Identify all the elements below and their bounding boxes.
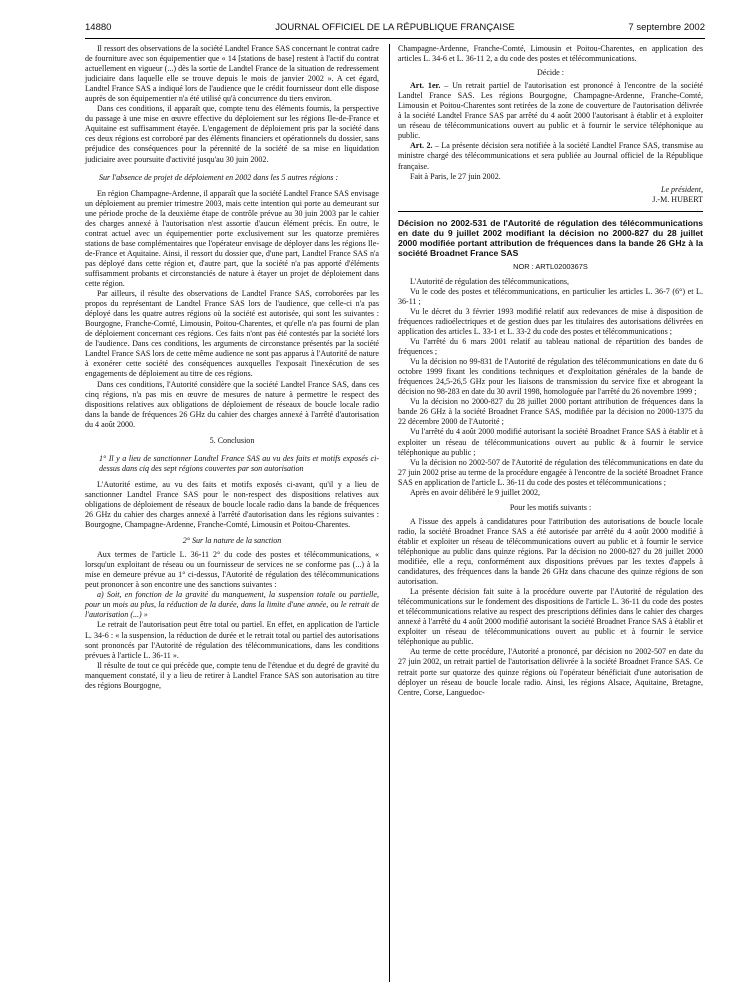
paragraph: La présente décision fait suite à la procédure ouverte par l'Autorité de régulation des télécommunications sur le fondement des dispositions de l'article L. 36-11 du code des postes et télécommunications relative au respect des prescriptions définies dans le cahier des charges annexé à l'arrêté du 4 août 2000 modifié autorisant la société Broadnet France SAS à établir et exploiter un réseau de télécommunications ouvert au public et à fournir le service téléphonique au public. — [398, 587, 703, 647]
paragraph: Il ressort des observations de la société Landtel France SAS concernant le contrat cadre de fourniture avec son équipementier que « 14 [stations de base] restent à l'actif du contrat actuellement en vigueur (...) dès la sortie de Landtel France de la situation de redressement judiciaire dans laquelle elle se trouve depuis le mois de janvier 2002 ». A cet égard, Landtel France SAS a indiqué lors de l'audience que le crédit fournisseur dont elle dispose auprès de son équipementier n'a été utilisé qu'à concurrence du tiers environ. — [85, 44, 379, 104]
paragraph: Par ailleurs, il résulte des observations de Landtel France SAS, corroborées par les propos du représentant de Landtel France SAS lors de l'audience, que celle-ci n'a pas déployé dans les quatre autres régions où la société est autorisée, qui sont les suivantes : Bourgogne, Franche-Comté, Limousin, Poitou-Charentes, et qu'elle n'a pas fourni de plan de déploiement concernant ces régions. Ces faits n'ont pas été contestés par la société lors de l'audience. Dans ces conditions, les arguments de circonstance présentés par la société Landtel France SAS lors de cette même audience ne sont pas apparus à l'Autorité de nature à exonérer cette société des conséquences auxquelles l'exposait l'inexécution de ses engagements de déploiement au titre de ces régions. — [85, 289, 379, 379]
article-2 — [398, 141, 703, 171]
column-divider — [389, 44, 390, 982]
issue-date: 7 septembre 2002 — [628, 22, 705, 33]
paragraph: Il résulte de tout ce qui précède que, compte tenu de l'étendue et du degré de gravité du manquement constaté, il y a lieu de retirer à Landtel France SAS son autorisation au titre des régions Bourgogne, — [85, 660, 379, 690]
nor-reference: NOR : ARTL0200367S — [513, 261, 588, 271]
paragraph: Champagne-Ardenne, Franche-Comté, Limousin et Poitou-Charentes, en application des articles L. 34-6 et L. 36-11 2, a du code des postes et télécommunications. — [398, 44, 703, 64]
section-separator — [398, 211, 703, 212]
header-rule — [85, 38, 705, 39]
paragraph: L'Autorité estime, au vu des faits et motifs exposés ci-avant, qu'il y a lieu de sanctionner Landtel France SAS pour le non-respect des dispositions relatives aux obligations de déploiement de réseaux de boucle locale radio dans la bande de fréquences 26 GHz du cahier des charges annexé à l'arrêté d'autorisation dans les régions suivantes : Bourgogne, Champagne-Ardenne, Franche-Comté, Limousin et Poitou-Charentes. — [85, 479, 379, 530]
journal-title: JOURNAL OFFICIEL DE LA RÉPUBLIQUE FRANÇAISE — [275, 22, 515, 33]
page-number: 14880 — [85, 22, 112, 33]
paragraph: En région Champagne-Ardenne, il apparaît que la société Landtel France SAS envisage un déploiement au premier trimestre 2003, mais cette intention qui porte au demeurant sur une période proche de la deuxième étape de contrôle prévue au 30 juin 2003 par le cahier des charges annexé à l'autorisation n'est assortie d'aucun élément précis. En outre, le contrat actuel avec un équipementier porte exclusivement sur les quatorze premières stations de base complémentaires que l'opérateur envisage de déployer dans les régions Ile-de-France et Aquitaine. Ainsi, il ressort du dossier que, d'une part, Landtel France SAS n'a pas déployé dans cette région et, d'autre part, que la société n'a pas apporté d'éléments suffisamment probants et circonstanciés de nature à étayer un projet de déploiement dans cette région. — [85, 188, 379, 289]
paragraph: Après en avoir délibéré le 9 juillet 2002, — [410, 487, 541, 497]
paragraph: a) Soit, en fonction de la gravité du manquement, la suspension totale ou partielle, pour un mois au plus, la réduction de la durée, dans la limite d'une année, ou le retrait de l'autorisation (...) » — [85, 590, 379, 620]
paragraph: Au terme de cette procédure, l'Autorité a prononcé, par décision no 2002-507 en date du 27 juin 2002, un retrait partiel de l'autorisation délivrée à la société Broadnet France SAS. Ce retrait porte sur quatorze des quinze régions où l'opérateur bénéficiait d'une autorisation de déployer un réseau de boucle locale radio. Ainsi, les régions Alsace, Aquitaine, Bretagne, Centre, Corse, Languedoc- — [398, 647, 703, 697]
conclusion-heading: 5. Conclusion — [209, 435, 255, 445]
paragraph: Le retrait de l'autorisation peut être total ou partiel. En effet, en application de l'article L. 34-6 : « la suspension, la réduction de durée et le retrait total ou partiel des autorisations sont prononcés par l'Autorité de régulation des télécommunications, dans les conditions prévues à l'article L. 36-11 ». — [85, 620, 379, 660]
motifs-heading: Pour les motifs suivants : — [509, 502, 592, 512]
decide-heading: Décide : — [536, 68, 565, 78]
article-label: Art. 2. — [410, 141, 433, 151]
paragraph: L'Autorité de régulation des télécommunications, — [410, 276, 569, 286]
paragraph: A l'issue des appels à candidatures pour l'attribution des autorisations de boucle locale radio, la société Broadnet France SAS a été autorisée par arrêté du 4 août 2000 modifié à établir et exploiter un réseau de télécommunications ouvert au public et à fournir le service téléphonique au public dans quinze régions. Par la décision no 2000-827 du 28 juillet 2000 modifiée, elle a reçu, conformément aux dispositions prévues par les textes d'appels à candidatures, des fréquences dans la bande 26 GHz dans chacune des quinze régions de son autorisation. — [398, 516, 703, 587]
article-text: – Un retrait partiel de l'autorisation est prononcé à l'encontre de la société Landtel France SAS. Les régions Bourgogne, Champagne-Ardenne, Franche-Comté, Limousin et Poitou-Charentes sont retirées de la zone de couverture de l'autorisation délivrée à la société Landtel France SAS par arrêté du 4 août 2000 l'autorisant à établir et à exploiter un réseau de télécommunications ouvert au public et à fournir le service téléphonique au public. — [398, 81, 703, 141]
left-column — [85, 44, 379, 691]
paragraph: Vu l'arrêté du 4 août 2000 modifié autorisant la société Broadnet France SAS à établir et à exploiter un réseau de télécommunications ouvert au public & à fournir le service téléphonique au public ; — [398, 427, 703, 457]
section-heading: 1° Il y a lieu de sanctionner Landtel France SAS au vu des faits et motifs exposés ci-dessus dans ciq des sept régions couvertes par son autorisation — [99, 453, 379, 473]
page-header — [85, 22, 705, 36]
paragraph: Vu la décision no 99-831 de l'Autorité de régulation des télécommunications en date du 6 octobre 1999 fixant les conditions techniques et d'exploitation générales de la bande de fréquences 24,5-26,5 GHz pour les liaisons de transmission du service fixe et abrogeant la décision no 98-283 en date du 30 avril 1998, homologuée par l'arrêté du 26 novembre 1999 ; — [398, 357, 703, 397]
signer-role: Le président, — [660, 184, 703, 194]
paragraph: Vu l'arrêté du 6 mars 2001 relatif au tableau national de répartition des bandes de fréquences ; — [398, 337, 703, 357]
signer-name: J.-M. HUBERT — [652, 194, 703, 204]
article-text: – La présente décision sera notifiée à la société Landtel France SAS, transmise au ministre chargé des télécommunications et sera publiée au Journal officiel de la République française. — [398, 141, 703, 171]
article-1 — [398, 81, 703, 141]
paragraph: Dans ces conditions, il apparaît que, compte tenu des éléments fournis, la perspective du passage à une mise en œuvre effective du déploiement sur les régions Ile-de-France et Aquitaine est suffisamment étayée. L'engagement de déploiement pris par la société dans ces deux régions est corroboré par des éléments financiers et opérationnels du dossier, sans préjudice des conséquences pour la pérennité de la société de sa mise en liquidation judiciaire avec poursuite d'activité jusqu'au 30 juin 2002. — [85, 104, 379, 164]
decision-title: Décision no 2002-531 de l'Autorité de régulation des télécommunications en date du 9 juillet 2002 modifiant la décision no 2000-827 du 28 juillet 2000 modifiée portant attribution de fréquences dans la bande 26 GHz à la société Broadnet France SAS — [398, 217, 703, 258]
article-label: Art. 1er. — [410, 81, 441, 91]
section-heading: Sur l'absence de projet de déploiement en 2002 dans les 5 autres régions : — [99, 172, 339, 182]
section-heading: 2° Sur la nature de la sanction — [182, 536, 282, 546]
paragraph: Vu la décision no 2002-507 de l'Autorité de régulation des télécommunications en date du 27 juin 2002 prise au terme de la procédure engagée à l'encontre de la société Broadnet France SAS en application de l'article L. 36-11 du code des postes et télécommunications ; — [398, 457, 703, 487]
right-column — [398, 44, 703, 698]
paragraph: Dans ces conditions, l'Autorité considère que la société Landtel France SAS, dans ces cinq régions, n'a pas mis en œuvre de mesures de nature à permettre le respect des dispositions relatives aux obligations de déploiement de réseaux de boucle locale radio dans la bande de fréquences 26 GHz du cahier des charges annexé à l'arrêté d'autorisation du 4 août 2000. — [85, 379, 379, 429]
paragraph: Vu le décret du 3 février 1993 modifié relatif aux redevances de mise à disposition de fréquences radioélectriques et de gestion dues par les titulaires des autorisations délivrées en application des articles L. 33-1 et L. 33-2 du code des postes et télécommunications ; — [398, 306, 703, 336]
paragraph: Vu le code des postes et télécommunications, en particulier les articles L. 36-7 (6°) et L. 36-11 ; — [398, 286, 703, 306]
paragraph: Aux termes de l'article L. 36-11 2° du code des postes et télécommunications, « lorsqu'un exploitant de réseau ou un fournisseur de services ne se conforme pas (...) à la mise en demeure prévue au 1° ci-dessus, l'Autorité de régulation des télécommunications peut prononcer à son encontre une des sanctions suivantes : — [85, 550, 379, 590]
paragraph: Vu la décision no 2000-827 du 28 juillet 2000 portant attribution de fréquences dans la bande 26 GHz à la société Broadnet France SAS, modifiée par la décision no 2000-1375 du 22 décembre 2000 de l'Autorité ; — [398, 397, 703, 427]
paragraph: Fait à Paris, le 27 juin 2002. — [410, 171, 501, 181]
